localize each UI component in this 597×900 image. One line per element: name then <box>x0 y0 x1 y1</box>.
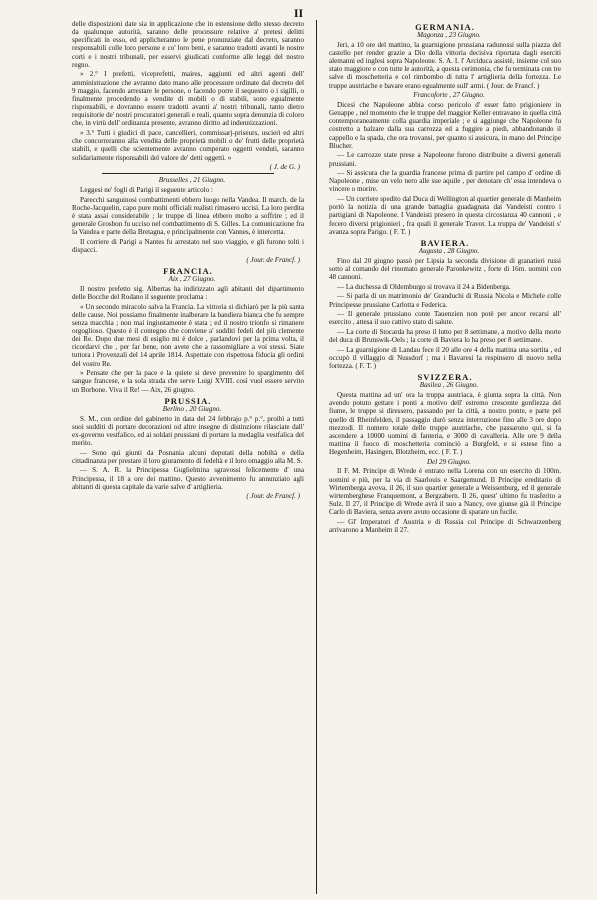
article-paragraph: Dicesi che Napoleone abbia corso pericolo d' esser fatto prigioniere in Genappe , nel momento che le truppe del maggior Keller entravano in quella città contemporaneamente colla guardia imperiale ; e si aggiunge che Napoleone fu costretto a balzare dalla sua carrozza ed a fuggire a piedi, abbandonando il cappello e la spada, che ora trovansi, per quanto si assicura, in mano del Principe Blucher. <box>329 100 561 150</box>
article-paragraph: « Un secondo miracolo salva la Francia. La vittoria si dichiarò per la più santa delle cause. Noi possiamo finalmente inalberare la bandiera bianca che fu sempre senza macchia ; non mai ingiustamente è stata ; ed il nostro trionfo si rimanere orgoglioso. Questo è il contegno che conviene a' sudditi fedeli del più clemente dei Re. Dopo due mesi di esiglio mi è dolce , parlandovi per la prima volta, il ricordarvi che , per far bene, non avete che a rassomigliare a voi stessi. Siate tuttora i Provenzali del 14 aprile 1814. Aspettate con rispettosa fiducia gli ordini del vostro Re. <box>72 302 304 368</box>
source-citation: ( Jour. de Francf. ) <box>246 255 300 264</box>
column-divider <box>316 20 317 894</box>
right-column <box>329 20 561 894</box>
article-paragraph: delle disposizioni date sia in applicazione che in estensione dello stesso decreto da qualunque autorità, saranno delle processure relative a' pretesi delitti specificati in esso, ed applicheranno le pene pronunziate dal decreto, saranno responsabili colle loro persone e co' loro beni, e saranno tradotti avanti le nostre corti e i nostri tribunali, per esservi giudicati conforme alle leggi del nostro regno. <box>72 20 304 69</box>
article-paragraph: Questa mattina ad un' ora la truppa austriaca, è giunta sopra la città. Non avendo potuto gettare i ponti a motivo dell' estremo crescente gonfiezza del fiume, le truppe si diressero, passando per la città, a nostro ponte, e parte pel quello di Rheinfelden, il passaggio durò senza interruzione fino alle 3 ore dopo mezzodì. Il numero totale delle truppe austriache, che passarono qui, si fa ascendere a 10000 uomini di fanteria, e 3000 di cavalleria. Alle ore 9 della mattina il fuoco di moschetteria cominciò a Burgfeld, e si estese fino a Hegenheim, Hasingen, Blotzheim, ecc. ( F. T. ) <box>329 391 561 457</box>
dateline: Augusta , 28 Giugno. <box>418 247 480 256</box>
dateline: Berlino , 20 Giugno. <box>162 404 222 413</box>
article-paragraph: S. M., con ordine del gabinetto in data del 24 febbrajo p.° p.°, proibì a tutti suoi sudditi di portare decorazioni od altre insegne di distinzione rilasciate dall' ex-governo vestfalico, ed ai soldati prussiani di portare la medaglia vestfalica del merito. <box>72 414 304 447</box>
page-number: II <box>293 6 304 20</box>
article-paragraph: Jeri, a 10 ore del mattino, la guarnigione prussiana radunossi sulla piazza del castello per render grazie a Dio della vittoria decisiva riportata dagli eserciti alemanni ed inglesi sopra Napoleone. S. A. I. l' Arciduca assistè, insieme col suo stato maggiore e con tutte le autorità, a questa cerimonia, che fu terminata con tre salve di moschetteria e col rimbombo di tutta l' artiglieria della fortezza. Le truppe austriache e bavare erano egualmente sull' armi. ( Jour. de Francf. ) <box>329 40 561 90</box>
article-paragraph: Leggesi ne' fogli di Parigi il seguente articolo : <box>80 185 213 194</box>
article-paragraph: — Si assicura che la guardia francese prima di partire pel campo d' ordine di Napoleone , mise un velo nero alle sue aquile , per denotare ch' essa intendeva o vincere o morire. <box>329 169 561 194</box>
dateline: Basilea , 26 Giugno. <box>419 381 479 390</box>
article-paragraph: Il nostro prefetto sig. Albertas ha indirizzato agli abitanti del dipartimento delle Bocche del Rodano il seguente proclama : <box>72 284 304 301</box>
article-paragraph: — Si parla di un matrimonio de' Granduchi di Russia Nicola e Michele colle Principesse prussiane Carlotta e Federica. <box>329 292 561 309</box>
country-heading: GERMANIA. <box>415 22 475 32</box>
article-paragraph: Il F. M. Principe di Wrede è entrato nella Lorena con un esercito di 100m. uomini e più, per la via di Saarlouis e Saargemund. Il Principe ereditario di Wirtemberga avova, il 26, il suo quartier generale a Weissenburg, ed il generale wirtemberghese Franquemont, a Bergzabern. Il 26, quest' ultimo fu trasferito a Sulz. Il 27, il Principe di Wrede avrà il suo a Nancy, ove giunse già il Principe Carlo di Baviera, senza avere avuto occasione di sparare un fucile. <box>329 467 561 517</box>
article-paragraph: Fino dal 20 giugno passò per Lipsia la seconda divisione di granatieri russi sotto al comando del rinomato generale Paronkewitz , forte di 16m. uomini con 48 cannoni. <box>329 256 561 282</box>
dateline: Aix , 27 Giugno. <box>168 275 216 284</box>
section-rule <box>102 173 274 174</box>
article-paragraph: — La duchessa di Oldemburgo si trovava il 24 a Bidenberga. <box>337 282 511 291</box>
dateline: Del 29 Giugno. <box>427 457 471 466</box>
article-paragraph: — Gl' Imperatori d' Austria e di Russia col Principe di Schwarzenberg arrivarono a Manheim il 27. <box>329 517 561 535</box>
article-paragraph: » Pensate che per la pace e la quiete si deve prevenire lo spargimento del sangue francese, e la sola strada che serve Luigi XVIII. così vuol essere servito un Borbone. Viva il Re! — Aix, 26 giugno. <box>72 369 304 394</box>
source-citation: ( Jour. de Francf. ) <box>246 492 300 501</box>
article-paragraph: — Il generale prussiano conte Tauenzien non potè per ancor recarsi all' esercito , attesa il suo cattivo stato di salute. <box>329 310 561 327</box>
country-heading: SVIZZERA. <box>417 372 473 383</box>
source-citation: ( J. de G. ) <box>269 163 300 172</box>
article-paragraph: — Un corriere spedito dal Duca di Wellington al quartier generale di Manheim portò la notizia di una grande battaglia guadagnata dai Vandeisti contro i partigiani di Napoleone. I Vandeisti presero in questa circostanza 40 cannoni , e fecero diversi prigionieri , fra quali il generale Travot. La truppa de' Vandeisti s' avanza sopra Parigo. ( F. T. ) <box>329 195 561 236</box>
article-paragraph: Parecchi sanguinosi combattimenti ebbero luogo nella Vandea. Il march. de la Roche-Jacquelin, capo pure molti officiali realisti rimasero uccisi. La loro perdita è stata assai considerabile ; le truppe di linea ebbero molto a soffrire ; ed il generale Grosbon fu ucciso nel combattimento di S. Gilles. La comunicazione fra la Vandea e parte della Bretagna, e principalmente con Vannes, è intercetta. <box>72 195 304 237</box>
country-heading: PRUSSIA. <box>164 395 212 406</box>
article-paragraph: — Le carrozze state prese a Napoleone furono distribuite a diversi generali prussiani. <box>329 151 561 168</box>
article-paragraph: » 3.° Tutti i giudici di pace, cancellieri, commissarj-priseurs, uscieri ed altri che concorreranno alla vendita delle proprietà mobili o de' frutti delle proprietà stabili, e quelli che scientemente avranno comperato oggetti venduti, saranno solidariamente risponsabili del valore de' detti oggetti. » <box>72 129 304 162</box>
country-heading: FRANCIA. <box>163 265 213 276</box>
dateline: Brusselles , 21 Giugno. <box>158 176 226 185</box>
article-paragraph: — La corte di Stocarda ha preso il lutto per 8 settimane, a motivo della morte del duca di Brunswik-Oels ; la corte di Baviera lo ha preso per 8 settimane. <box>329 327 561 345</box>
country-heading: BAVIERA. <box>420 237 470 248</box>
left-column <box>72 20 304 894</box>
dateline: Francoforte , 27 Giugno. <box>413 91 485 100</box>
article-paragraph: — La guarnigione di Landau fece il 20 alle ore 4 della mattina una sortita , ed occupò il villaggio di Nussdorf ; ma i Bavaresi la respinsero di nuovo nella fortezza. ( F. T. ) <box>329 345 561 371</box>
article-paragraph: » 2.° I prefetti, viceprefetti, maires, aggiunti ed altri agenti dell' amministrazione che avranno dato mano alle processure ordinate dal decreto del 9 maggio, facendo arrestare le persone, o facendo porre il sequestro o i sigilli, o finalmente procedendo a vendite di mobili o di stabili, sono egualmente risponsabili, e dovranno essere tradotti avanti a' nostri tribunali, tanto dietro requisitorie de' nostri procuratori generali e reali, quanto sopra denunzia di coloro che, in virtù dell' ordinanza presente, avranno diritto ad indennizzazioni. <box>72 70 304 128</box>
columns <box>72 20 561 894</box>
article-paragraph: — S. A. R. la Principessa Guglielmina sgravossi felicemente d' una Principessa, il 18 a ore dei mattino. Questo avvenimento fu annunziato agli abitanti di questa capitale da varie salve d' artiglieria. <box>72 466 304 491</box>
article-paragraph: — Sono qui giunti da Posnania alcuni deputati della nobiltà e della cittadinanza per prestare il loro giuramento di fedeltà e il loro omaggio alla M. S. <box>72 448 304 465</box>
dateline: Magonza , 23 Giugno. <box>417 31 481 40</box>
article-paragraph: Il corriere di Parigi a Nantes fu arrestato nel suo viaggio, e gli furono tolti i dispacci. <box>72 237 304 255</box>
